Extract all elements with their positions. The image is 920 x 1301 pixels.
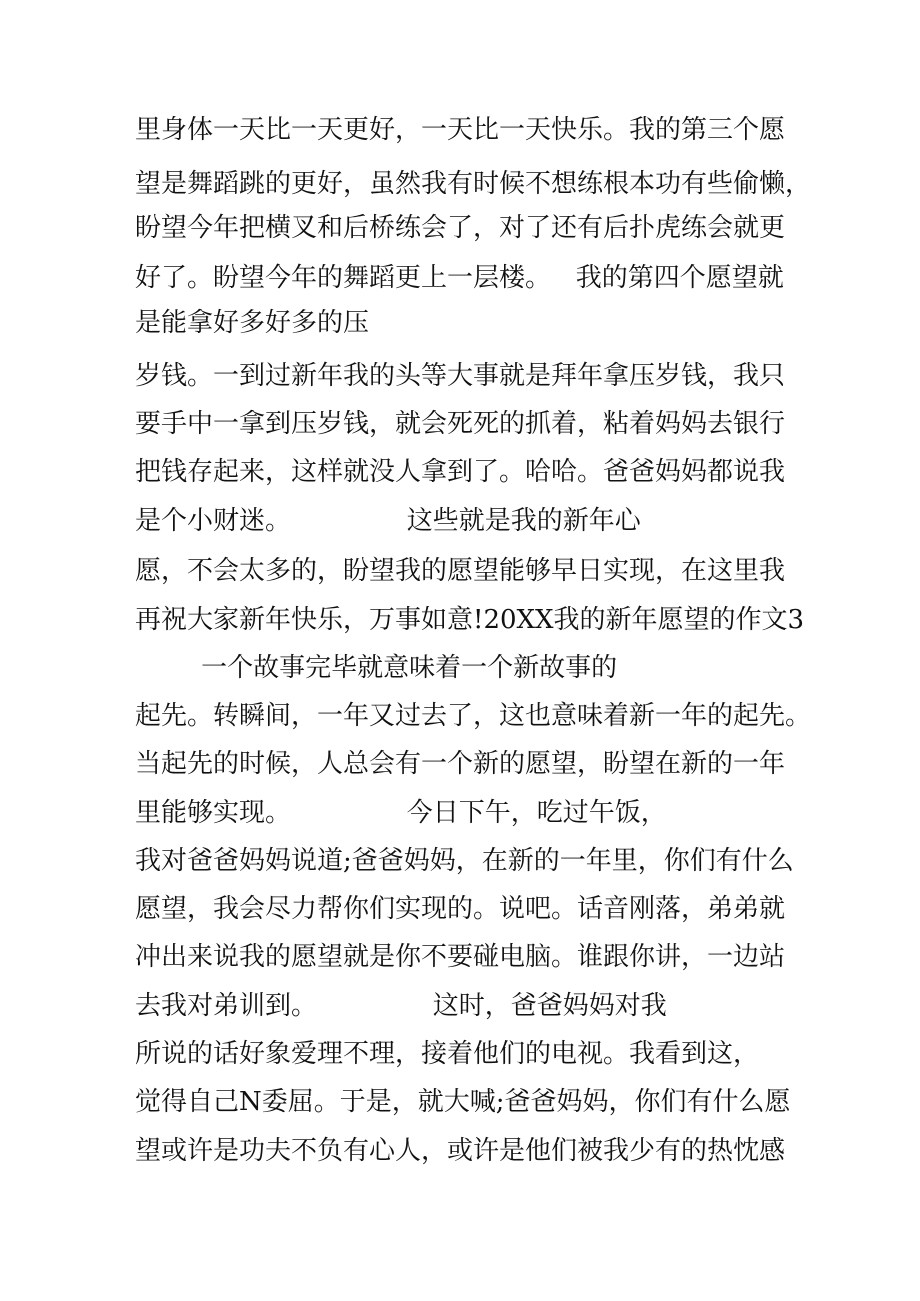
text-line: 要手中一拿到压岁钱，就会死死的抓着，粘着妈妈去银行 bbox=[135, 409, 786, 439]
text-line: 当起先的时候，人总会有一个新的愿望，盼望在新的一年 bbox=[135, 749, 786, 779]
text-line: 所说的话好象爱理不理，接着他们的电视。我看到这， bbox=[135, 1039, 760, 1069]
text-line: 愿望，我会尽力帮你们实现的。说吧。话音刚落，弟弟就 bbox=[135, 894, 786, 924]
text-line: 把钱存起来，这样就没人拿到了。哈哈。爸爸妈妈都说我 bbox=[135, 457, 786, 487]
text-line: 好了。盼望今年的舞蹈更上一层楼。 我的第四个愿望就 bbox=[135, 263, 784, 293]
text-line: 望是舞蹈跳的更好，虽然我有时候不想练根本功有些偷懒， bbox=[135, 169, 812, 199]
text-line: 再祝大家新年快乐，万事如意!20XX我的新年愿望的作文3 bbox=[135, 605, 805, 635]
text-line: 里能够实现。 今日下午，吃过午饭， bbox=[135, 798, 667, 828]
text-line: 里身体一天比一天更好，一天比一天快乐。我的第三个愿 bbox=[135, 115, 786, 145]
text-line: 起先。转瞬间，一年又过去了，这也意味着新一年的起先。 bbox=[135, 701, 812, 731]
text-line: 冲出来说我的愿望就是你不要碰电脑。谁跟你讲，一边站 bbox=[135, 942, 786, 972]
text-line: 我对爸爸妈妈说道;爸爸妈妈，在新的一年里，你们有什么 bbox=[135, 846, 794, 876]
text-line: 觉得自己N委屈。于是，就大喊;爸爸妈妈，你们有什么愿 bbox=[135, 1087, 791, 1117]
text-line: 岁钱。一到过新年我的头等大事就是拜年拿压岁钱，我只 bbox=[135, 361, 786, 391]
text-line: 是个小财迷。 这些就是我的新年心 bbox=[135, 506, 641, 536]
text-line: 是能拿好多好多的压 bbox=[135, 308, 370, 338]
text-line: 愿，不会太多的，盼望我的愿望能够早日实现，在这里我 bbox=[135, 556, 786, 586]
text-line: 盼望今年把横叉和后桥练会了，对了还有后扑虎练会就更 bbox=[135, 213, 786, 243]
text-line: 望或许是功夫不负有心人，或许是他们被我少有的热忱感 bbox=[135, 1136, 786, 1166]
text-line: 去我对弟训到。 这时，爸爸妈妈对我 bbox=[135, 991, 667, 1021]
text-line: 一个故事完毕就意味着一个新故事的 bbox=[135, 653, 618, 683]
